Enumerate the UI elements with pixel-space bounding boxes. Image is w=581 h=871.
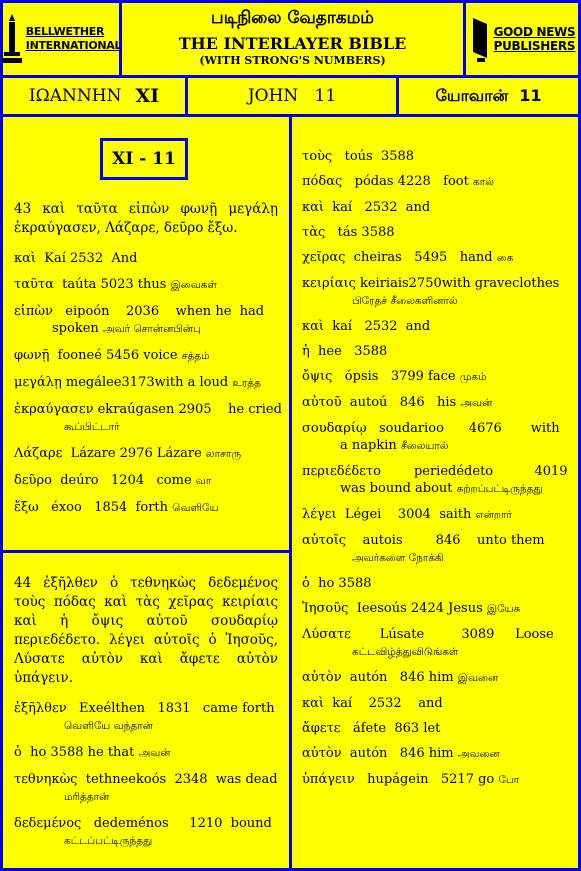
word-entry xyxy=(14,401,282,436)
word-entry xyxy=(14,445,278,463)
word-entry xyxy=(302,148,566,165)
word-entry xyxy=(14,700,278,735)
word-entry-line: φωνῇ fooneé 5456 voice xyxy=(14,348,178,363)
word-entry xyxy=(14,815,278,850)
word-entry xyxy=(302,771,566,789)
tamil-book: யோவான் 11 xyxy=(435,85,542,105)
english-gloss-cont: was bound about xyxy=(340,481,453,496)
tamil-gloss: இவைகள் xyxy=(170,279,217,291)
word-entry-continuation xyxy=(302,437,566,455)
word-entry-line: πόδας pódas 4228 foot xyxy=(302,174,469,189)
word-entry xyxy=(14,276,278,294)
left-bottom-content xyxy=(14,574,278,859)
word-entry-continuation xyxy=(302,480,566,498)
goodnews-logo xyxy=(466,3,578,75)
tamil-gloss: வெளியே வந்தான் xyxy=(64,720,153,732)
word-entry-line: δεῦρο deúro 1204 come xyxy=(14,473,192,488)
word-entry-line: καὶ kaí 2532 and xyxy=(302,200,431,215)
word-entry-line: τὰς tás 3588 xyxy=(302,225,395,240)
tamil-gloss: கட்டப்பட்டிருந்தது xyxy=(64,835,153,847)
word-entry-line: κειρίαις keiriais2750with graveclothes xyxy=(302,276,560,291)
word-entry-line: αὐτοῖς autois 846 unto them xyxy=(302,533,545,548)
greek-ref xyxy=(3,78,185,114)
word-entry xyxy=(302,173,566,191)
left-top-content xyxy=(14,200,282,526)
word-entry xyxy=(302,318,566,335)
verse-44: 44 ἐξῆλθεν ὁ τεθνηκὼς δεδεμένος τοὺς πόδας καὶ τὰς χεῖρας κειρίαις καὶ ἡ ὄψις αὐτοῦ σουδαρίῳ περιεδέδετο. λέγει αὐτοῖς ὁ Ἰησοῦς, Λύσατε αὐτὸν καὶ ἄφετε αὐτὸν ὑπάγειν. xyxy=(14,575,278,686)
word-entry-line: καὶ Kaí 2532 And xyxy=(14,251,138,266)
tamil-gloss: அவன் xyxy=(138,747,171,759)
right-content xyxy=(302,148,566,797)
word-entry xyxy=(302,669,566,687)
header-title-box xyxy=(122,3,463,75)
tamil-gloss: இவனை xyxy=(457,672,499,684)
word-entry-line: ὁ ho 3588 xyxy=(302,576,372,591)
word-entry-line: λέγει Légei 3004 saith xyxy=(302,507,472,522)
logo-line-2: PUBLISHERS xyxy=(493,39,576,53)
word-entry-line: περιεδέδετο periedédeto 4019 xyxy=(302,464,568,479)
word-entry-line: τεθνηκὼς tethneekoós 2348 was dead xyxy=(14,772,278,787)
tamil-gloss: என்றார் xyxy=(475,509,513,521)
word-entry-line: εἰπὼν eipoón 2036 when he had xyxy=(14,304,265,319)
page-subtitle: (WITH STRONG'S NUMBERS) xyxy=(199,54,386,67)
word-entry-line: ὄψις ópsis 3799 face xyxy=(302,369,456,384)
word-entry-line: χεῖρας cheiras 5495 hand xyxy=(302,250,493,265)
english-ref xyxy=(188,78,396,114)
word-entry xyxy=(302,275,566,310)
verse-43: 43 καὶ ταῦτα εἰπὼν φωνῇ μεγάλῃ ἐκραύγασεν, Λάζαρε, δεῦρο ἔξω. xyxy=(14,201,278,236)
word-entry xyxy=(302,720,566,737)
tamil-gloss: அவர் சொன்னபின்பு xyxy=(102,323,201,335)
word-entry xyxy=(14,744,278,762)
tamil-gloss: வெளியே xyxy=(172,502,219,514)
tamil-gloss: மரித்தான் xyxy=(64,791,110,803)
word-entry xyxy=(14,347,278,365)
word-entry-continuation xyxy=(14,320,278,338)
book-icon xyxy=(469,14,491,64)
word-entry xyxy=(14,303,278,338)
tamil-gloss: அவனை xyxy=(457,748,500,760)
tamil-gloss: போ xyxy=(498,774,520,786)
word-entry xyxy=(14,499,278,517)
chapter-label: XI - 11 xyxy=(100,138,188,180)
word-entry xyxy=(302,420,566,455)
word-entry xyxy=(302,745,566,763)
word-entry xyxy=(302,199,566,216)
word-entry xyxy=(14,250,278,267)
logo-line-2: INTERNATIONAL xyxy=(25,39,122,52)
english-gloss-cont: spoken xyxy=(52,321,99,336)
tamil-gloss: சீலையால் xyxy=(400,440,449,452)
word-entry xyxy=(302,600,566,618)
tamil-title: படிநிலை வேதாகமம் xyxy=(211,8,374,28)
word-entry-line: ὁ ho 3588 he that xyxy=(14,745,135,760)
candle-icon xyxy=(1,14,23,64)
word-entry-line: ἐκραύγασεν ekraúgasen 2905 he cried xyxy=(14,402,282,417)
word-entry xyxy=(14,472,278,490)
tamil-gloss: வா xyxy=(195,475,212,487)
word-entry-line: ἄφετε áfete 863 let xyxy=(302,721,441,736)
word-entry-line: ὑπάγειν hupágein 5217 go xyxy=(302,772,495,787)
word-entry-line: τοὺς toús 3588 xyxy=(302,149,415,164)
tamil-gloss: பிரேதச் சீலைகளினால் xyxy=(352,295,458,307)
word-entry-line: ἡ hee 3588 xyxy=(302,344,388,359)
word-entry xyxy=(14,771,278,806)
word-entry-line: Ἰησοῦς Ieesoús 2424 Jesus xyxy=(302,601,483,616)
word-entry-line: καὶ kaí 2532 and xyxy=(302,696,443,711)
word-entry xyxy=(302,506,566,524)
word-entry xyxy=(14,374,278,392)
tamil-gloss: லாசாரு xyxy=(205,448,242,460)
word-entry-line: Λάζαρε Lázare 2976 Lázare xyxy=(14,446,202,461)
word-entry xyxy=(302,695,566,712)
word-entry xyxy=(302,394,566,412)
tamil-gloss: கூப்பிட்டார் xyxy=(64,421,120,433)
greek-book: ΙΩΑΝΝΗΝ xyxy=(28,86,122,106)
word-entry-line: δεδεμένος dedeménos 1210 bound xyxy=(14,816,272,831)
greek-chapter: XI xyxy=(135,85,160,107)
word-entry-line: σουδαρίῳ soudarioo 4676 with xyxy=(302,421,560,436)
word-entry xyxy=(302,626,566,661)
word-entry xyxy=(302,343,566,360)
word-entry xyxy=(302,249,566,267)
word-entry-line: αὐτὸν autón 846 him xyxy=(302,746,454,761)
english-gloss-cont: a napkin xyxy=(340,438,397,453)
english-book: JOHN 11 xyxy=(247,86,337,106)
word-entry xyxy=(302,463,566,498)
tamil-gloss: இயேசு xyxy=(486,603,521,615)
word-entry-line: ταῦτα taúta 5023 thus xyxy=(14,277,167,292)
bellwether-logo xyxy=(3,3,122,75)
word-entry-line: Λύσατε Lúsate 3089 Loose xyxy=(302,627,554,642)
tamil-gloss: சுற்றப்பட்டிருந்தது xyxy=(456,483,543,495)
page-title: THE INTERLAYER BIBLE xyxy=(178,34,407,53)
logo-line-1: BELLWETHER xyxy=(25,25,105,38)
tamil-gloss: முகம் xyxy=(459,371,487,383)
word-entry-line: καὶ kaí 2532 and xyxy=(302,319,431,334)
tamil-gloss: அவர்களை நோக்கி xyxy=(352,552,444,564)
tamil-gloss: கால் xyxy=(473,176,494,188)
word-entry xyxy=(302,224,566,241)
word-entry-line: αὐτοῦ autoú 846 his xyxy=(302,395,457,410)
tamil-gloss: அவன் xyxy=(460,397,493,409)
tamil-gloss: சத்தம் xyxy=(181,350,210,362)
tamil-gloss: உரத்த xyxy=(232,377,261,389)
tamil-gloss: கை xyxy=(496,252,514,264)
word-entry xyxy=(302,575,566,592)
word-entry-line: ἔξω éxoo 1854 forth xyxy=(14,500,169,515)
word-entry xyxy=(302,368,566,386)
logo-line-1: GOOD NEWS xyxy=(493,25,576,39)
word-entry xyxy=(302,532,566,567)
word-entry-line: ἐξῆλθεν Exeélthen 1831 came forth xyxy=(14,701,275,716)
tamil-gloss: கட்டவிழ்த்துவிடுங்கள் xyxy=(352,646,459,658)
tamil-ref xyxy=(399,78,578,114)
word-entry-line: αὐτὸν autón 846 him xyxy=(302,670,454,685)
word-entry-line: μεγάλῃ megálee3173with a loud xyxy=(14,375,229,390)
